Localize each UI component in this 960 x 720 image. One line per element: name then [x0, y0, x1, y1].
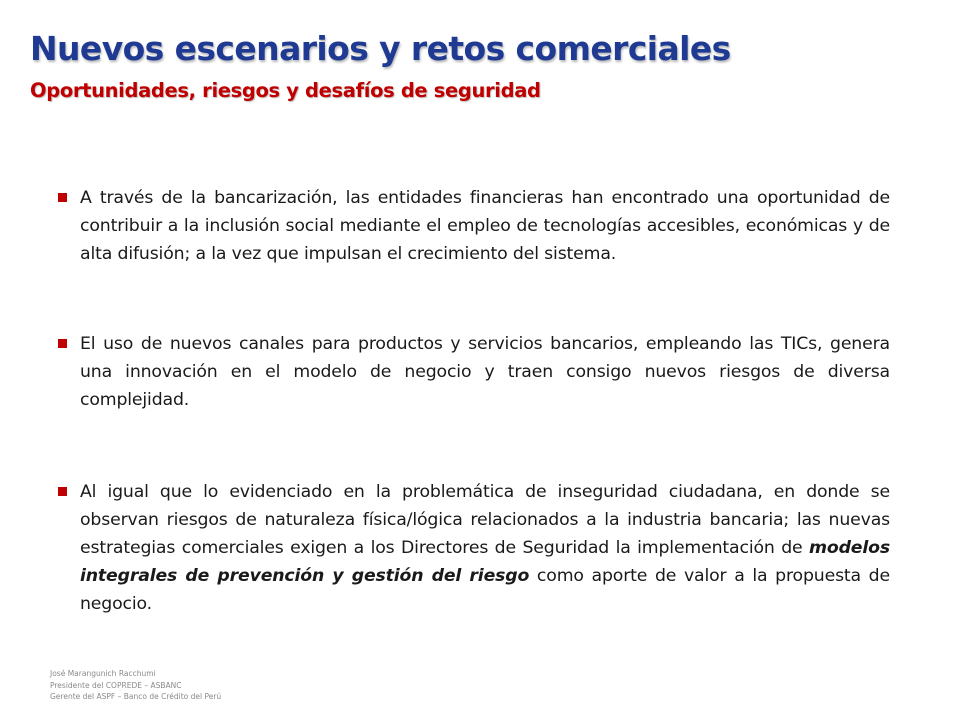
- bullet-list: [46, 184, 890, 680]
- bullet-item-inseguridad: [46, 478, 890, 618]
- square-bullet-icon: [58, 193, 67, 202]
- slide-subtitle: Oportunidades, riesgos y desafíos de seguridad: [30, 79, 541, 102]
- footer-presenter-role-2: Gerente del ASPF – Banco de Crédito del Perú: [50, 692, 222, 701]
- presenter-footer: [50, 668, 221, 703]
- slide-title: Nuevos escenarios y retos comerciales: [30, 29, 731, 68]
- bullet-item-nuevos-canales: [46, 330, 890, 414]
- square-bullet-icon: [58, 487, 67, 496]
- square-bullet-icon: [58, 339, 67, 348]
- bullet-text: El uso de nuevos canales para productos y servicios bancarios, empleando las TICs, genera una innovación en el modelo de negocio y traen consigo nuevos riesgos de diversa complejidad.: [80, 334, 890, 410]
- footer-presenter-role-1: Presidente del COPREDE – ASBANC: [50, 680, 182, 690]
- bullet-text-emphasis: modelos integrales de prevención y gestión del riesgo: [80, 538, 890, 586]
- bullet-text-end: como aporte de valor a la propuesta de negocio.: [80, 566, 890, 614]
- bullet-text-start: Al igual que lo evidenciado en la problemática de inseguridad ciudadana, en donde se observan riesgos de naturaleza física/lógica relacionados a la industria bancaria; las nuevas estrategias comerciales exigen a los Directores de Seguridad la implementación de: [80, 482, 890, 558]
- bullet-text: A través de la bancarización, las entidades financieras han encontrado una oportunidad de contribuir a la inclusión social mediante el empleo de tecnologías accesibles, económicas y de alta difusión; a la vez que impulsan el crecimiento del sistema.: [80, 188, 890, 264]
- footer-presenter-name: José Marangunich Racchumi: [50, 669, 156, 678]
- bullet-item-bancarizacion: [46, 184, 890, 268]
